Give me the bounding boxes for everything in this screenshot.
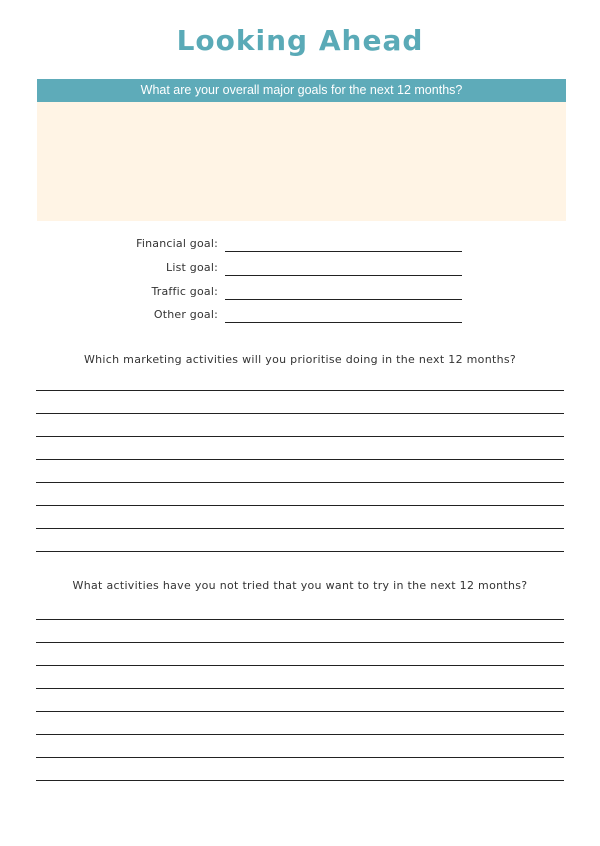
- goal-label: Financial goal:: [136, 237, 218, 250]
- goal-answer-line[interactable]: [225, 322, 462, 323]
- new-activities-answer-line[interactable]: [36, 711, 564, 712]
- marketing-activities-answer-line[interactable]: [36, 413, 564, 414]
- new-activities-answer-line[interactable]: [36, 734, 564, 735]
- goal-label: Traffic goal:: [151, 285, 218, 298]
- goal-label: List goal:: [166, 261, 218, 274]
- marketing-activities-answer-line[interactable]: [36, 482, 564, 483]
- major-goals-answer-box[interactable]: [37, 102, 566, 221]
- goal-label: Other goal:: [153, 308, 218, 321]
- marketing-activities-answer-line[interactable]: [36, 459, 564, 460]
- goal-row-other: [0, 308, 600, 324]
- marketing-activities-answer-line[interactable]: [36, 436, 564, 437]
- new-activities-answer-line[interactable]: [36, 780, 564, 781]
- goal-row-traffic: [0, 285, 600, 301]
- new-activities-answer-line[interactable]: [36, 642, 564, 643]
- new-activities-answer-line[interactable]: [36, 665, 564, 666]
- new-activities-question: What activities have you not tried that you want to try in the next 12 months?: [72, 579, 528, 592]
- marketing-activities-question: Which marketing activities will you prioritise doing in the next 12 months?: [83, 353, 517, 366]
- goal-row-list: [0, 261, 600, 277]
- major-goals-question-banner: What are your overall major goals for the next 12 months?: [37, 79, 566, 102]
- marketing-activities-answer-line[interactable]: [36, 505, 564, 506]
- marketing-activities-answer-line[interactable]: [36, 390, 564, 391]
- goal-answer-line[interactable]: [225, 275, 462, 276]
- goal-answer-line[interactable]: [225, 299, 462, 300]
- new-activities-answer-line[interactable]: [36, 619, 564, 620]
- page-title: Looking Ahead: [176, 24, 424, 57]
- new-activities-answer-line[interactable]: [36, 688, 564, 689]
- goal-answer-line[interactable]: [225, 251, 462, 252]
- marketing-activities-answer-line[interactable]: [36, 551, 564, 552]
- new-activities-answer-line[interactable]: [36, 757, 564, 758]
- goal-row-financial: [0, 237, 600, 253]
- marketing-activities-answer-line[interactable]: [36, 528, 564, 529]
